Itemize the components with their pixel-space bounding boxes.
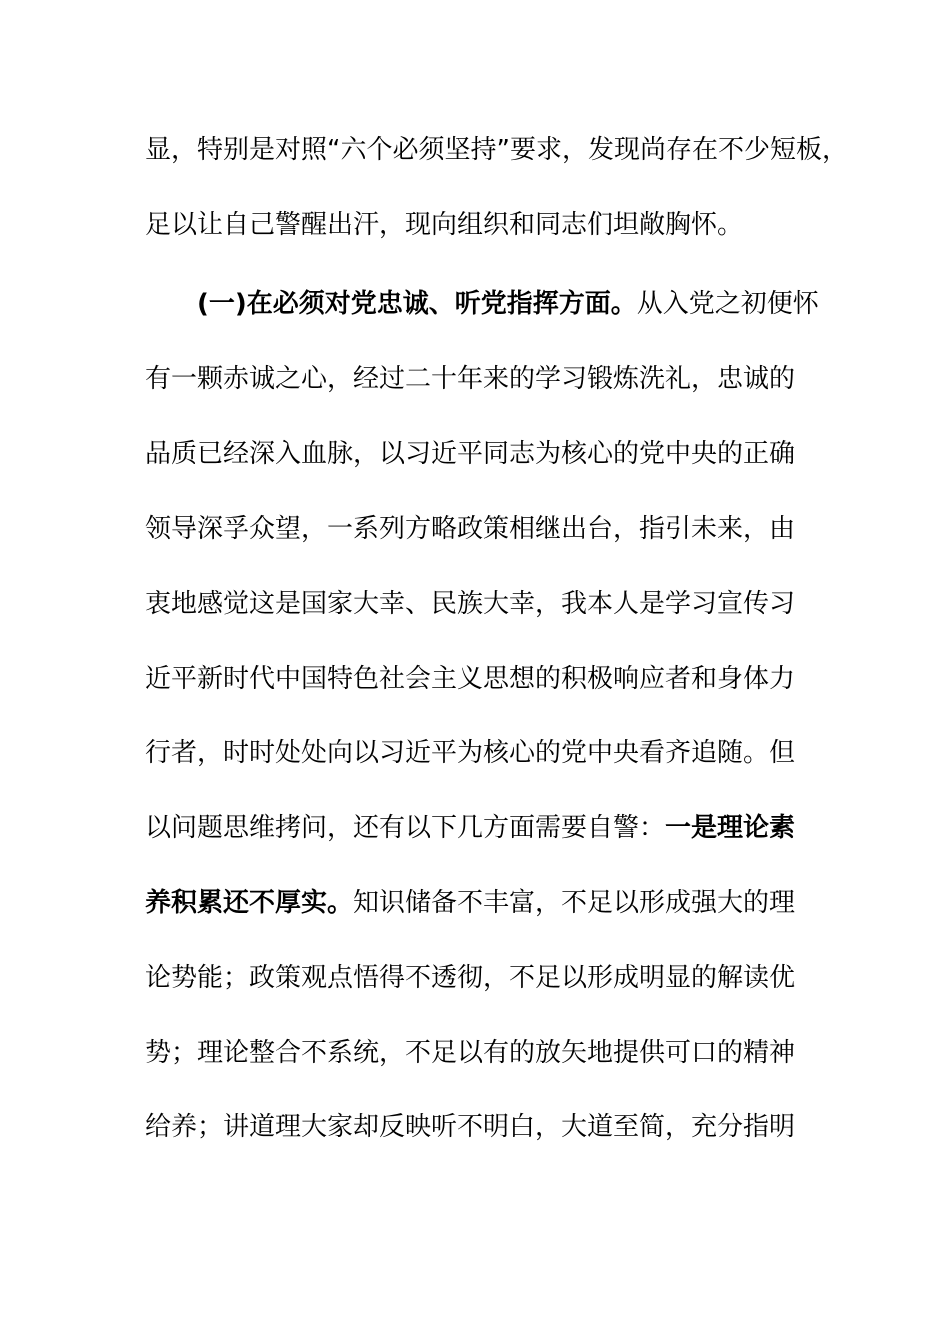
text-line-14 — [145, 1107, 845, 1147]
line-1-seg-1: 显，特别是对照“六个必须坚持”要求，发现尚存在不少短板， — [145, 135, 848, 165]
line-7-seg-1: 衷地感觉这是国家大幸、民族大幸，我本人是学习宣传习 — [145, 589, 796, 619]
text-line-7 — [145, 584, 845, 624]
text-line-1 — [145, 130, 848, 170]
line-5-seg-1: 品质已经深入血脉，以习近平同志为核心的党中央的正确 — [145, 439, 796, 469]
line-12-seg-1: 论势能；政策观点悟得不透彻，不足以形成明显的解读优 — [145, 963, 796, 993]
text-line-2 — [145, 205, 845, 245]
point-one-heading-end: 养积累还不厚实。 — [145, 888, 354, 918]
line-6-seg-1: 领导深孚众望，一系列方略政策相继出台，指引未来，由 — [145, 514, 796, 544]
text-line-8 — [145, 659, 845, 699]
line-11-seg-2: 知识储备不丰富，不足以形成强大的理 — [353, 888, 796, 918]
line-8-seg-1: 近平新时代中国特色社会主义思想的积极响应者和身体力 — [145, 664, 796, 694]
text-line-12 — [145, 958, 845, 998]
point-one-heading-start: 一是理论素 — [665, 813, 796, 843]
section-heading-line — [197, 284, 897, 324]
section-heading: (一)在必须对党忠诚、听党指挥方面。 — [197, 289, 637, 319]
line-3-seg-2: 从入党之初便怀 — [636, 289, 819, 319]
line-9-seg-1: 行者，时时处处向以习近平为核心的党中央看齐追随。但 — [145, 738, 796, 768]
text-line-6 — [145, 509, 845, 549]
line-4-seg-1: 有一颗赤诚之心，经过二十年来的学习锻炼洗礼，忠诚的 — [145, 364, 796, 394]
text-line-11 — [145, 883, 845, 923]
line-14-seg-1: 给养；讲道理大家却反映听不明白，大道至简，充分指明 — [145, 1112, 796, 1142]
text-line-5 — [145, 434, 845, 474]
line-2-seg-1: 足以让自己警醒出汗，现向组织和同志们坦敞胸怀。 — [145, 210, 744, 240]
line-10-seg-1: 以问题思维拷问，还有以下几方面需要自警： — [145, 813, 666, 843]
text-line-10 — [145, 808, 845, 848]
text-line-13 — [145, 1033, 845, 1073]
line-13-seg-1: 势；理论整合不系统，不足以有的放矢地提供可口的精神 — [145, 1038, 796, 1068]
text-line-4 — [145, 359, 845, 399]
text-line-9 — [145, 733, 845, 773]
